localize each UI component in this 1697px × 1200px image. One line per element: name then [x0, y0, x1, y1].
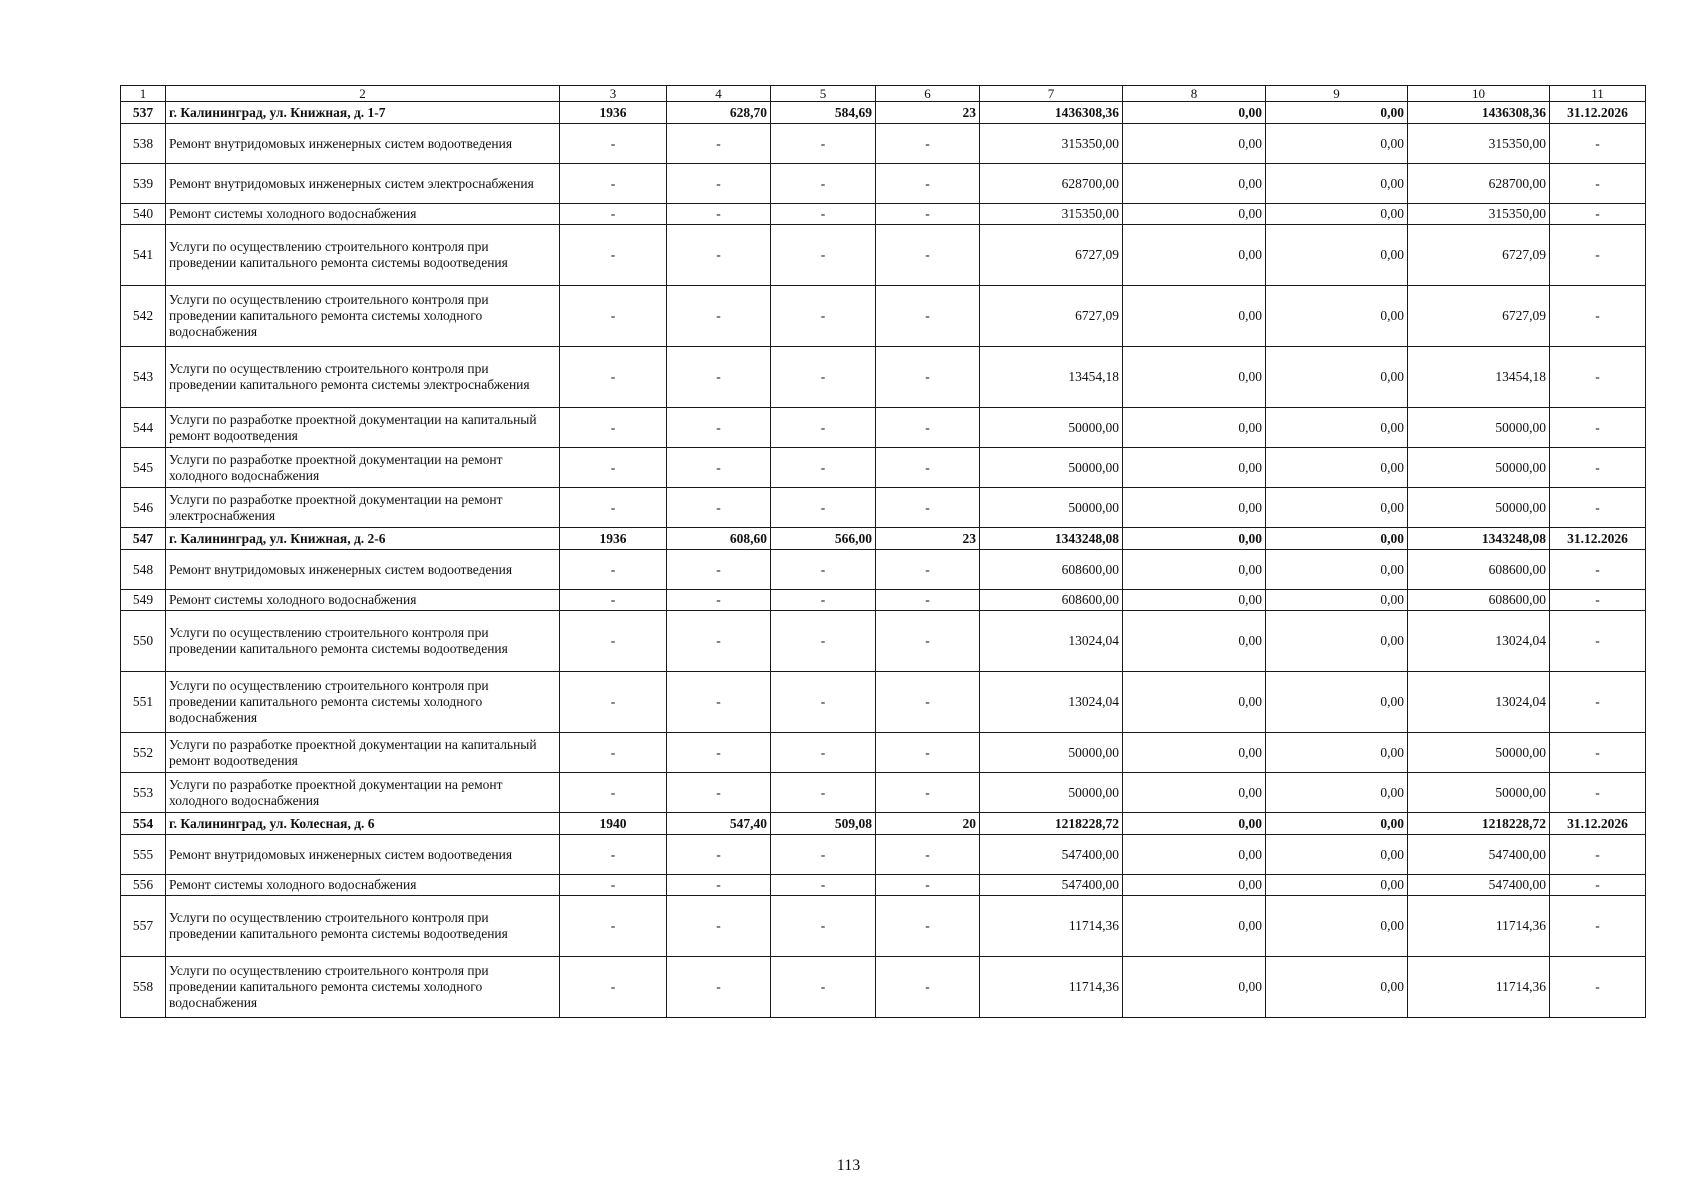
- col-7-value: 608600,00: [980, 590, 1123, 611]
- col-4-value: 628,70: [667, 102, 771, 124]
- col-5-value: -: [771, 550, 876, 590]
- col-7-value: 13454,18: [980, 347, 1123, 408]
- work-item-row: [121, 347, 1646, 408]
- col-5-value: -: [771, 124, 876, 164]
- row-number: 538: [121, 124, 166, 164]
- work-description: Услуги по осуществлению строительного контроля при проведении капитального ремонта системы водоотведения: [166, 225, 560, 286]
- col-4-value: -: [667, 835, 771, 875]
- row-number: 537: [121, 102, 166, 124]
- col-7-value: 50000,00: [980, 408, 1123, 448]
- work-item-row: [121, 408, 1646, 448]
- work-item-row: [121, 550, 1646, 590]
- col-6-value: -: [876, 733, 980, 773]
- col-9-value: 0,00: [1266, 835, 1408, 875]
- col-10-value: 13024,04: [1408, 672, 1550, 733]
- col-3-value: -: [560, 733, 667, 773]
- col-11-value: -: [1550, 550, 1646, 590]
- row-number: 551: [121, 672, 166, 733]
- work-description: Ремонт системы холодного водоснабжения: [166, 590, 560, 611]
- col-10-value: 50000,00: [1408, 733, 1550, 773]
- col-3-value: -: [560, 488, 667, 528]
- col-7-value: 628700,00: [980, 164, 1123, 204]
- col-8-value: 0,00: [1123, 611, 1266, 672]
- col-9-value: 0,00: [1266, 672, 1408, 733]
- row-number: 544: [121, 408, 166, 448]
- col-4-value: -: [667, 448, 771, 488]
- col-6-value: -: [876, 835, 980, 875]
- col-4-value: 547,40: [667, 813, 771, 835]
- column-header: 1: [121, 86, 166, 102]
- col-4-value: -: [667, 672, 771, 733]
- col-3-value: -: [560, 408, 667, 448]
- col-3-value: 1936: [560, 528, 667, 550]
- work-item-row: [121, 204, 1646, 225]
- work-description: Услуги по разработке проектной документации на ремонт холодного водоснабжения: [166, 448, 560, 488]
- col-3-value: 1940: [560, 813, 667, 835]
- col-3-value: -: [560, 590, 667, 611]
- col-11-value: -: [1550, 488, 1646, 528]
- col-8-value: 0,00: [1123, 102, 1266, 124]
- col-8-value: 0,00: [1123, 773, 1266, 813]
- work-item-row: [121, 875, 1646, 896]
- col-7-value: 547400,00: [980, 875, 1123, 896]
- work-description: Услуги по разработке проектной документации на капитальный ремонт водоотведения: [166, 733, 560, 773]
- col-11-value: -: [1550, 773, 1646, 813]
- col-9-value: 0,00: [1266, 347, 1408, 408]
- col-5-value: -: [771, 733, 876, 773]
- col-8-value: 0,00: [1123, 124, 1266, 164]
- col-4-value: -: [667, 347, 771, 408]
- row-number: 556: [121, 875, 166, 896]
- col-8-value: 0,00: [1123, 204, 1266, 225]
- work-description: Услуги по осуществлению строительного контроля при проведении капитального ремонта системы водоотведения: [166, 896, 560, 957]
- col-11-value: -: [1550, 164, 1646, 204]
- row-number: 549: [121, 590, 166, 611]
- col-10-value: 13024,04: [1408, 611, 1550, 672]
- work-description: Ремонт системы холодного водоснабжения: [166, 875, 560, 896]
- col-3-value: -: [560, 164, 667, 204]
- work-description: Ремонт системы холодного водоснабжения: [166, 204, 560, 225]
- col-9-value: 0,00: [1266, 896, 1408, 957]
- col-11-value: -: [1550, 225, 1646, 286]
- col-3-value: -: [560, 448, 667, 488]
- col-7-value: 11714,36: [980, 896, 1123, 957]
- col-6-value: 20: [876, 813, 980, 835]
- col-3-value: -: [560, 896, 667, 957]
- col-6-value: -: [876, 957, 980, 1018]
- column-header: 11: [1550, 86, 1646, 102]
- col-10-value: 6727,09: [1408, 225, 1550, 286]
- col-4-value: 608,60: [667, 528, 771, 550]
- work-description: Услуги по осуществлению строительного контроля при проведении капитального ремонта системы холодного водоснабжения: [166, 957, 560, 1018]
- col-11-value: -: [1550, 896, 1646, 957]
- work-description: Ремонт внутридомовых инженерных систем водоотведения: [166, 550, 560, 590]
- col-10-value: 315350,00: [1408, 204, 1550, 225]
- col-6-value: -: [876, 550, 980, 590]
- work-item-row: [121, 733, 1646, 773]
- col-3-value: -: [560, 957, 667, 1018]
- work-item-row: [121, 672, 1646, 733]
- col-5-value: 584,69: [771, 102, 876, 124]
- work-description: Услуги по разработке проектной документации на ремонт электроснабжения: [166, 488, 560, 528]
- work-item-row: [121, 164, 1646, 204]
- col-10-value: 50000,00: [1408, 408, 1550, 448]
- col-11-value: -: [1550, 347, 1646, 408]
- col-7-value: 547400,00: [980, 835, 1123, 875]
- work-description: Услуги по осуществлению строительного контроля при проведении капитального ремонта системы водоотведения: [166, 611, 560, 672]
- work-item-row: [121, 286, 1646, 347]
- work-description: Услуги по осуществлению строительного контроля при проведении капитального ремонта системы холодного водоснабжения: [166, 286, 560, 347]
- col-3-value: -: [560, 204, 667, 225]
- col-7-value: 1218228,72: [980, 813, 1123, 835]
- col-10-value: 547400,00: [1408, 875, 1550, 896]
- col-11-value: -: [1550, 672, 1646, 733]
- work-description: Ремонт внутридомовых инженерных систем водоотведения: [166, 835, 560, 875]
- col-8-value: 0,00: [1123, 225, 1266, 286]
- col-6-value: -: [876, 488, 980, 528]
- row-number: 542: [121, 286, 166, 347]
- col-9-value: 0,00: [1266, 124, 1408, 164]
- col-6-value: -: [876, 286, 980, 347]
- col-5-value: -: [771, 204, 876, 225]
- col-4-value: -: [667, 611, 771, 672]
- col-10-value: 50000,00: [1408, 448, 1550, 488]
- work-item-row: [121, 773, 1646, 813]
- col-9-value: 0,00: [1266, 102, 1408, 124]
- col-6-value: -: [876, 124, 980, 164]
- col-5-value: -: [771, 835, 876, 875]
- column-header: 2: [166, 86, 560, 102]
- col-10-value: 6727,09: [1408, 286, 1550, 347]
- row-number: 539: [121, 164, 166, 204]
- work-description: Услуги по осуществлению строительного контроля при проведении капитального ремонта системы холодного водоснабжения: [166, 672, 560, 733]
- col-11-value: -: [1550, 733, 1646, 773]
- col-9-value: 0,00: [1266, 813, 1408, 835]
- repair-schedule-table: [120, 85, 1646, 1018]
- col-6-value: -: [876, 164, 980, 204]
- work-item-row: [121, 124, 1646, 164]
- col-8-value: 0,00: [1123, 550, 1266, 590]
- col-5-value: -: [771, 164, 876, 204]
- col-9-value: 0,00: [1266, 590, 1408, 611]
- row-number: 545: [121, 448, 166, 488]
- col-11-value: -: [1550, 408, 1646, 448]
- col-11-value: -: [1550, 590, 1646, 611]
- column-number-row: [121, 86, 1646, 102]
- col-5-value: -: [771, 448, 876, 488]
- col-11-value: -: [1550, 957, 1646, 1018]
- address-row: [121, 528, 1646, 550]
- col-5-value: -: [771, 875, 876, 896]
- work-description: Услуги по осуществлению строительного контроля при проведении капитального ремонта системы электроснабжения: [166, 347, 560, 408]
- col-6-value: 23: [876, 102, 980, 124]
- column-header: 6: [876, 86, 980, 102]
- col-6-value: -: [876, 611, 980, 672]
- row-number: 547: [121, 528, 166, 550]
- col-6-value: 23: [876, 528, 980, 550]
- col-9-value: 0,00: [1266, 204, 1408, 225]
- work-item-row: [121, 896, 1646, 957]
- col-9-value: 0,00: [1266, 528, 1408, 550]
- col-8-value: 0,00: [1123, 347, 1266, 408]
- col-8-value: 0,00: [1123, 835, 1266, 875]
- col-10-value: 1218228,72: [1408, 813, 1550, 835]
- col-9-value: 0,00: [1266, 286, 1408, 347]
- col-6-value: -: [876, 448, 980, 488]
- row-number: 540: [121, 204, 166, 225]
- column-header: 5: [771, 86, 876, 102]
- col-11-value: -: [1550, 611, 1646, 672]
- work-item-row: [121, 611, 1646, 672]
- col-7-value: 11714,36: [980, 957, 1123, 1018]
- col-10-value: 1436308,36: [1408, 102, 1550, 124]
- col-8-value: 0,00: [1123, 528, 1266, 550]
- col-3-value: -: [560, 611, 667, 672]
- col-9-value: 0,00: [1266, 875, 1408, 896]
- column-header: 4: [667, 86, 771, 102]
- col-5-value: -: [771, 590, 876, 611]
- col-5-value: -: [771, 488, 876, 528]
- col-7-value: 50000,00: [980, 773, 1123, 813]
- row-number: 558: [121, 957, 166, 1018]
- col-8-value: 0,00: [1123, 286, 1266, 347]
- col-6-value: -: [876, 408, 980, 448]
- work-description: г. Калининград, ул. Книжная, д. 1-7: [166, 102, 560, 124]
- col-4-value: -: [667, 733, 771, 773]
- col-4-value: -: [667, 896, 771, 957]
- col-4-value: -: [667, 286, 771, 347]
- col-10-value: 50000,00: [1408, 773, 1550, 813]
- col-11-value: -: [1550, 875, 1646, 896]
- col-8-value: 0,00: [1123, 408, 1266, 448]
- work-item-row: [121, 835, 1646, 875]
- col-8-value: 0,00: [1123, 448, 1266, 488]
- col-11-value: 31.12.2026: [1550, 102, 1646, 124]
- col-10-value: 608600,00: [1408, 550, 1550, 590]
- col-5-value: 566,00: [771, 528, 876, 550]
- col-11-value: -: [1550, 204, 1646, 225]
- row-number: 548: [121, 550, 166, 590]
- col-9-value: 0,00: [1266, 164, 1408, 204]
- col-3-value: -: [560, 835, 667, 875]
- col-7-value: 1436308,36: [980, 102, 1123, 124]
- row-number: 555: [121, 835, 166, 875]
- col-6-value: -: [876, 773, 980, 813]
- col-3-value: -: [560, 672, 667, 733]
- col-4-value: -: [667, 875, 771, 896]
- row-number: 550: [121, 611, 166, 672]
- col-9-value: 0,00: [1266, 957, 1408, 1018]
- col-5-value: -: [771, 408, 876, 448]
- col-7-value: 315350,00: [980, 204, 1123, 225]
- col-9-value: 0,00: [1266, 611, 1408, 672]
- col-10-value: 13454,18: [1408, 347, 1550, 408]
- col-7-value: 13024,04: [980, 672, 1123, 733]
- col-8-value: 0,00: [1123, 672, 1266, 733]
- column-header: 10: [1408, 86, 1550, 102]
- col-11-value: -: [1550, 835, 1646, 875]
- work-description: Ремонт внутридомовых инженерных систем водоотведения: [166, 124, 560, 164]
- col-3-value: -: [560, 773, 667, 813]
- col-7-value: 50000,00: [980, 448, 1123, 488]
- work-item-row: [121, 957, 1646, 1018]
- col-8-value: 0,00: [1123, 896, 1266, 957]
- col-4-value: -: [667, 488, 771, 528]
- col-4-value: -: [667, 164, 771, 204]
- col-4-value: -: [667, 773, 771, 813]
- col-5-value: -: [771, 225, 876, 286]
- col-5-value: -: [771, 672, 876, 733]
- col-11-value: 31.12.2026: [1550, 813, 1646, 835]
- work-description: Услуги по разработке проектной документации на капитальный ремонт водоотведения: [166, 408, 560, 448]
- col-10-value: 1343248,08: [1408, 528, 1550, 550]
- col-10-value: 628700,00: [1408, 164, 1550, 204]
- col-6-value: -: [876, 204, 980, 225]
- col-4-value: -: [667, 957, 771, 1018]
- work-item-row: [121, 448, 1646, 488]
- col-6-value: -: [876, 225, 980, 286]
- col-3-value: -: [560, 875, 667, 896]
- col-9-value: 0,00: [1266, 773, 1408, 813]
- col-9-value: 0,00: [1266, 733, 1408, 773]
- col-6-value: -: [876, 590, 980, 611]
- col-10-value: 547400,00: [1408, 835, 1550, 875]
- col-6-value: -: [876, 875, 980, 896]
- work-description: Ремонт внутридомовых инженерных систем электроснабжения: [166, 164, 560, 204]
- col-10-value: 50000,00: [1408, 488, 1550, 528]
- col-5-value: 509,08: [771, 813, 876, 835]
- col-4-value: -: [667, 408, 771, 448]
- col-8-value: 0,00: [1123, 164, 1266, 204]
- col-5-value: -: [771, 286, 876, 347]
- col-10-value: 11714,36: [1408, 957, 1550, 1018]
- row-number: 546: [121, 488, 166, 528]
- col-3-value: -: [560, 347, 667, 408]
- col-7-value: 50000,00: [980, 733, 1123, 773]
- col-11-value: 31.12.2026: [1550, 528, 1646, 550]
- col-5-value: -: [771, 896, 876, 957]
- col-9-value: 0,00: [1266, 550, 1408, 590]
- row-number: 541: [121, 225, 166, 286]
- work-item-row: [121, 590, 1646, 611]
- col-6-value: -: [876, 347, 980, 408]
- col-10-value: 11714,36: [1408, 896, 1550, 957]
- col-9-value: 0,00: [1266, 408, 1408, 448]
- col-5-value: -: [771, 611, 876, 672]
- row-number: 553: [121, 773, 166, 813]
- col-7-value: 50000,00: [980, 488, 1123, 528]
- work-item-row: [121, 225, 1646, 286]
- address-row: [121, 102, 1646, 124]
- col-11-value: -: [1550, 448, 1646, 488]
- row-number: 543: [121, 347, 166, 408]
- col-9-value: 0,00: [1266, 448, 1408, 488]
- col-5-value: -: [771, 773, 876, 813]
- col-8-value: 0,00: [1123, 957, 1266, 1018]
- column-header: 3: [560, 86, 667, 102]
- address-row: [121, 813, 1646, 835]
- col-10-value: 315350,00: [1408, 124, 1550, 164]
- row-number: 552: [121, 733, 166, 773]
- col-9-value: 0,00: [1266, 488, 1408, 528]
- column-header: 9: [1266, 86, 1408, 102]
- work-description: г. Калининград, ул. Книжная, д. 2-6: [166, 528, 560, 550]
- col-3-value: -: [560, 550, 667, 590]
- col-7-value: 608600,00: [980, 550, 1123, 590]
- col-7-value: 13024,04: [980, 611, 1123, 672]
- col-4-value: -: [667, 204, 771, 225]
- col-10-value: 608600,00: [1408, 590, 1550, 611]
- column-header: 7: [980, 86, 1123, 102]
- col-3-value: 1936: [560, 102, 667, 124]
- col-8-value: 0,00: [1123, 733, 1266, 773]
- col-4-value: -: [667, 550, 771, 590]
- col-5-value: -: [771, 957, 876, 1018]
- page-number: 113: [836, 1157, 861, 1174]
- col-4-value: -: [667, 590, 771, 611]
- col-7-value: 6727,09: [980, 286, 1123, 347]
- work-item-row: [121, 488, 1646, 528]
- col-8-value: 0,00: [1123, 590, 1266, 611]
- col-5-value: -: [771, 347, 876, 408]
- col-4-value: -: [667, 124, 771, 164]
- col-7-value: 6727,09: [980, 225, 1123, 286]
- col-6-value: -: [876, 896, 980, 957]
- col-11-value: -: [1550, 124, 1646, 164]
- col-3-value: -: [560, 124, 667, 164]
- col-8-value: 0,00: [1123, 813, 1266, 835]
- work-description: Услуги по разработке проектной документации на ремонт холодного водоснабжения: [166, 773, 560, 813]
- col-7-value: 1343248,08: [980, 528, 1123, 550]
- col-11-value: -: [1550, 286, 1646, 347]
- row-number: 557: [121, 896, 166, 957]
- work-description: г. Калининград, ул. Колесная, д. 6: [166, 813, 560, 835]
- col-8-value: 0,00: [1123, 875, 1266, 896]
- col-7-value: 315350,00: [980, 124, 1123, 164]
- col-8-value: 0,00: [1123, 488, 1266, 528]
- col-4-value: -: [667, 225, 771, 286]
- col-3-value: -: [560, 225, 667, 286]
- column-header: 8: [1123, 86, 1266, 102]
- col-3-value: -: [560, 286, 667, 347]
- row-number: 554: [121, 813, 166, 835]
- col-6-value: -: [876, 672, 980, 733]
- col-9-value: 0,00: [1266, 225, 1408, 286]
